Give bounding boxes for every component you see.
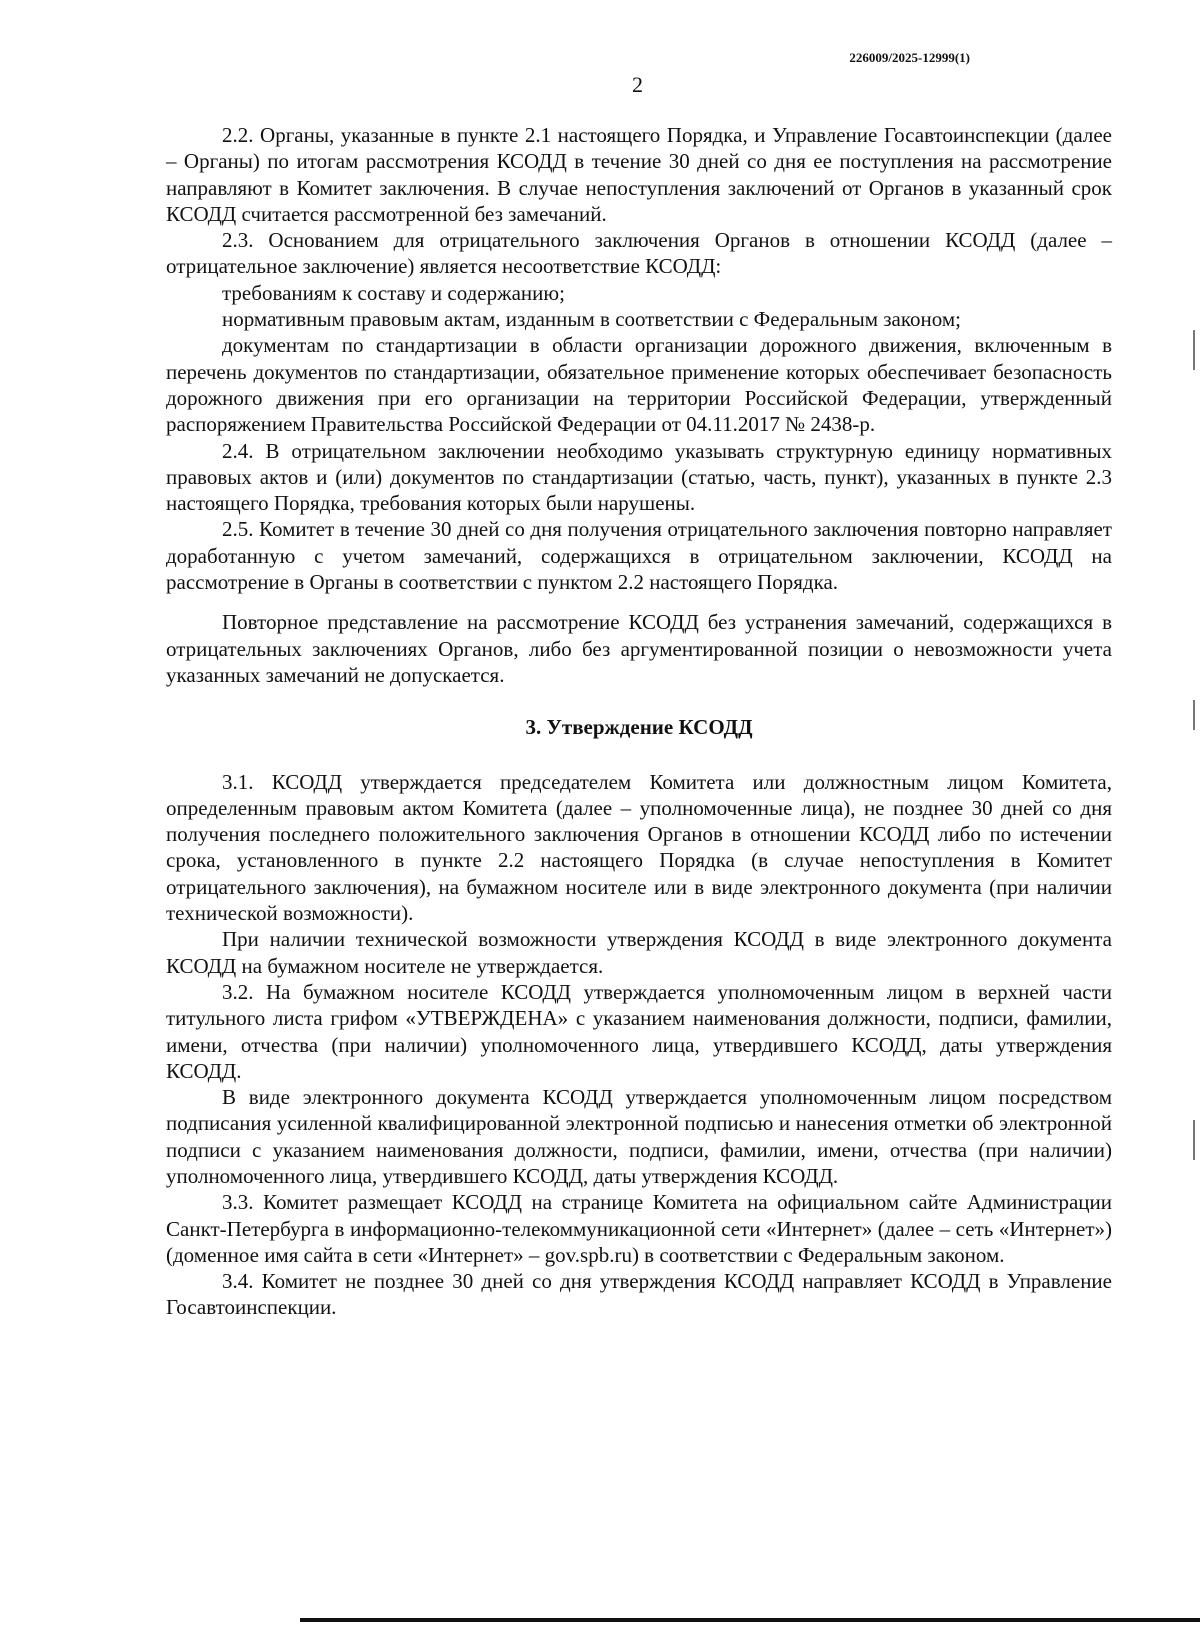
list-item-composition-requirements: требованиям к составу и содержанию;: [222, 280, 565, 305]
scan-edge-mark: [1193, 1120, 1195, 1160]
paragraph-2-4: 2.4. В отрицательном заключении необходимо указывать структурную единицу нормативных правовых актов и (или) документов по стандартизации (статью, часть, пункт), указанных в пункте 2.3 настоящего Порядка, требования которых были нарушены.: [166, 438, 1112, 516]
paragraph-3-2: 3.2. На бумажном носителе КСОДД утверждается уполномоченным лицом в верхней части титульного листа грифом «УТВЕРЖДЕНА» с указанием наименования должности, подписи, фамилии, имени, отчества (при наличии) уполномоченного лица, утвердившего КСОДД, даты утверждения КСОДД.: [166, 979, 1112, 1083]
list-item-standardization-documents: документам по стандартизации в области организации дорожного движения, включенным в перечень документов по стандартизации, обязательное применение которых обеспечивает безопасность дорожного движения при его организации на территории Российской Федерации, утвержденный распоряжением Правительства Российской Федерации от 04.11.2017 № 2438-р.: [166, 333, 1112, 437]
page-number: 2: [632, 72, 643, 97]
paragraph-3-1: 3.1. КСОДД утверждается председателем Комитета или должностным лицом Комитета, определенным правовым актом Комитета (далее – уполномоченные лица), не позднее 30 дней со дня получения последнего положительного заключения Органов в отношении КСОДД либо по истечении срока, установленного в пункте 2.2 настоящего Порядка (в случае непоступления в Комитет отрицательного заключения), на бумажном носителе или в виде электронного документа (при наличии технической возможности).: [166, 769, 1112, 926]
document-registration-number: 226009/2025-12999(1): [849, 50, 970, 65]
paragraph-3-3: 3.3. Комитет размещает КСОДД на странице Комитета на официальном сайте Администрации Санкт-Петербурга в информационно-телекоммуникационной сети «Интернет» (далее – сеть «Интернет») (доменное имя сайта в сети «Интернет» – gov.spb.ru) в соответствии с Федеральным законом.: [166, 1190, 1112, 1267]
scan-bottom-border: [300, 1618, 1200, 1622]
section-3-heading: 3. Утверждение КСОДД: [525, 715, 753, 740]
document-body: [166, 122, 1112, 1321]
paragraph-3-1-electronic: При наличии технической возможности утверждения КСОДД в виде электронного документа КСОДД на бумажном носителе не утверждается.: [166, 927, 1112, 978]
paragraph-2-5: 2.5. Комитет в течение 30 дней со дня получения отрицательного заключения повторно направляет доработанную с учетом замечаний, содержащихся в отрицательном заключении, КСОДД на рассмотрение в Органы в соответствии с пунктом 2.2 настоящего Порядка.: [166, 517, 1112, 595]
scan-edge-mark: [1193, 330, 1195, 370]
list-item-normative-acts: нормативным правовым актам, изданным в соответствии с Федеральным законом;: [222, 307, 961, 332]
paragraph-repeat-submission: Повторное представление на рассмотрение КСОДД без устранения замечаний, содержащихся в отрицательных заключениях Органов, либо без аргументированной позиции о невозможности учета указанных замечаний не допускается.: [166, 610, 1112, 687]
scan-edge-mark: [1193, 700, 1195, 730]
paragraph-3-4: 3.4. Комитет не позднее 30 дней со дня утверждения КСОДД направляет КСОДД в Управление Госавтоинспекции.: [166, 1269, 1112, 1320]
paragraph-2-2: 2.2. Органы, указанные в пункте 2.1 настоящего Порядка, и Управление Госавтоинспекции (далее – Органы) по итогам рассмотрения КСОДД в течение 30 дней со дня ее поступления на рассмотрение направляют в Комитет заключения. В случае непоступления заключений от Органов в указанный срок КСОДД считается рассмотренной без замечаний.: [166, 123, 1112, 226]
paragraph-2-3: 2.3. Основанием для отрицательного заключения Органов в отношении КСОДД (далее – отрицательное заключение) является несоответствие КСОДД:: [166, 228, 1112, 279]
paragraph-3-2-electronic: В виде электронного документа КСОДД утверждается уполномоченным лицом посредством подписания усиленной квалифицированной электронной подписью и нанесения отметки об электронной подписи с указанием наименования должности, подписи, фамилии, имени, отчества (при наличии) уполномоченного лица, утвердившего КСОДД, даты утверждения КСОДД.: [166, 1085, 1112, 1188]
